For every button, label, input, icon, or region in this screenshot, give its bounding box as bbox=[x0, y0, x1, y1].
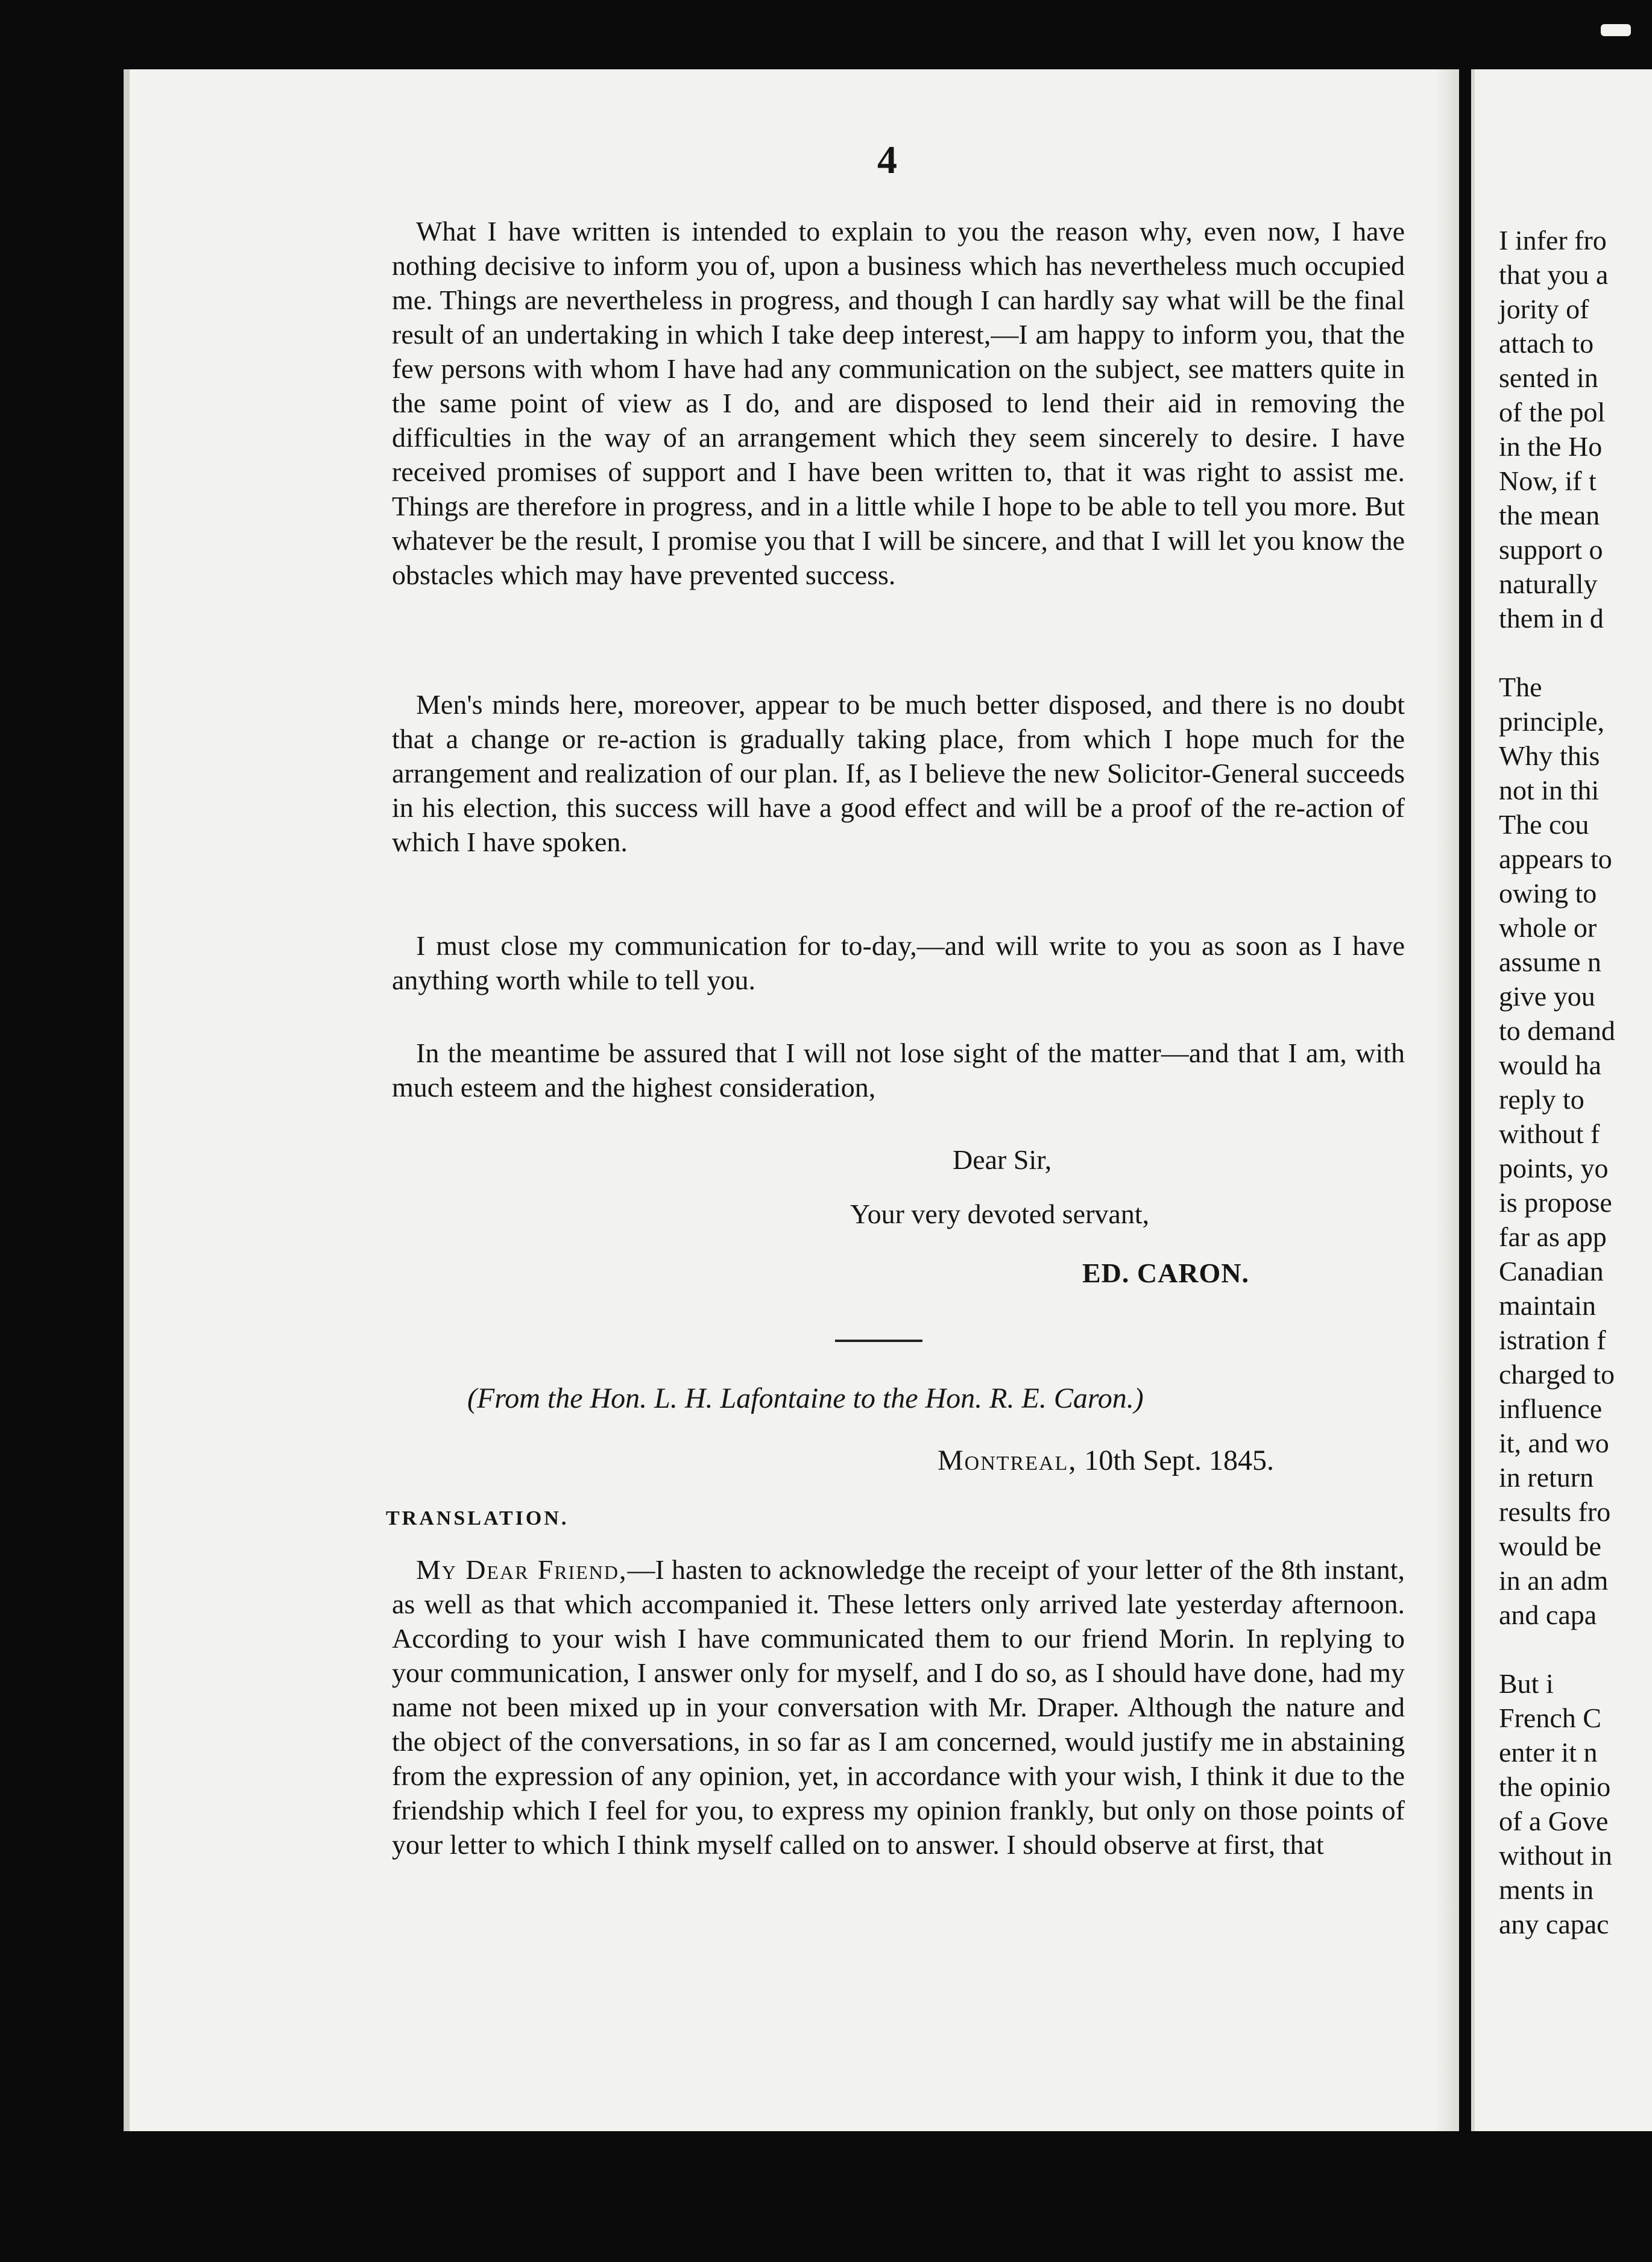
right-page-line: to demand bbox=[1499, 1015, 1615, 1046]
right-page-line bbox=[1499, 1632, 1652, 1666]
right-page-line: support o bbox=[1499, 534, 1603, 565]
right-page-line: of a Gove bbox=[1499, 1806, 1609, 1836]
right-page-line: naturally bbox=[1499, 569, 1598, 599]
right-page-line: The bbox=[1499, 672, 1542, 702]
scan-corner-mark bbox=[1601, 24, 1631, 36]
right-page-line: appears to bbox=[1499, 843, 1612, 874]
page-number: 4 bbox=[877, 138, 897, 182]
letter1-paragraph-2: Men's minds here, moreover, appear to be much better disposed, and there is no doubt that a change or re-action is gradually taking place, from which I hope much for the arrangement and realization of our plan. If, as I believe the new Solicitor-General succeeds in his election, this success will have a good effect and will be a proof of the re-action of which I have spoken. bbox=[392, 689, 1405, 857]
right-page-line: maintain bbox=[1499, 1290, 1596, 1321]
letter2-body: —I hasten to acknowledge the receipt of your letter of the 8th instant, as well as that which accompanied it. These letters only arrived late yesterday afternoon. According to your wish I have communicated them to our friend Morin. In replying to your communication, I answer only for myself, and I do so, as I should have done, had my name not been mixed up in your conversation with Mr. Draper. Although the nature and the object of the conversations, in so far as I am concerned, would justify me in abstaining from the expression of any opinion, yet, in accordance with your wish, I think it due to the friendship which I feel for you, to express my opinion frankly, but only on those points of your letter to which I think myself called on to answer. I should observe at first, that bbox=[392, 1554, 1405, 1860]
dateline-date: 10th Sept. 1845. bbox=[1077, 1444, 1274, 1476]
right-page-line: it, and wo bbox=[1499, 1428, 1609, 1458]
right-page-line: The cou bbox=[1499, 809, 1589, 840]
right-page-line: jority of bbox=[1499, 294, 1589, 324]
right-page-line: charged to bbox=[1499, 1359, 1615, 1390]
letter-salutation: Dear Sir, bbox=[953, 1144, 1052, 1175]
right-page-line: far as app bbox=[1499, 1221, 1607, 1252]
right-page-line: and capa bbox=[1499, 1599, 1597, 1630]
right-page-line: give you bbox=[1499, 981, 1595, 1012]
right-page-line: the mean bbox=[1499, 500, 1600, 531]
right-page-line: points, yo bbox=[1499, 1153, 1609, 1183]
right-page-line: reply to bbox=[1499, 1084, 1584, 1115]
right-page-line: But i bbox=[1499, 1668, 1554, 1699]
right-page-line: enter it n bbox=[1499, 1737, 1598, 1768]
right-page-text bbox=[1499, 223, 1652, 1941]
right-page-line: them in d bbox=[1499, 603, 1604, 634]
right-page-line: the opinio bbox=[1499, 1771, 1611, 1802]
section-divider bbox=[835, 1340, 922, 1342]
right-page-line: sented in bbox=[1499, 362, 1598, 393]
dateline-place: Montreal, bbox=[938, 1444, 1077, 1476]
letter-signature: ED. CARON. bbox=[1082, 1258, 1250, 1288]
right-page-line: results fro bbox=[1499, 1496, 1611, 1527]
right-page bbox=[1471, 69, 1652, 2131]
right-page-line: I infer fro bbox=[1499, 225, 1607, 256]
translation-label: TRANSLATION. bbox=[386, 1507, 569, 1530]
right-page-line: in the Ho bbox=[1499, 431, 1603, 462]
letter2-dateline bbox=[938, 1444, 1274, 1477]
right-page-line: principle, bbox=[1499, 706, 1604, 737]
right-page-line: istration f bbox=[1499, 1325, 1606, 1355]
page-fold-shadow bbox=[1435, 69, 1459, 2131]
right-page-line: without f bbox=[1499, 1118, 1600, 1149]
right-page-line: would be bbox=[1499, 1531, 1601, 1561]
right-page-line: that you a bbox=[1499, 259, 1609, 290]
letter1-paragraph-3: I must close my communication for to-day,—and will write to you as soon as I have anything worth while to tell you. bbox=[392, 930, 1405, 995]
right-page-line: in return bbox=[1499, 1462, 1594, 1493]
right-page-line: is propose bbox=[1499, 1187, 1612, 1218]
letter2-paragraph bbox=[392, 1552, 1405, 1862]
right-page-line: ments in bbox=[1499, 1874, 1594, 1905]
right-page-line: Now, if t bbox=[1499, 465, 1597, 496]
letter2-attribution: (From the Hon. L. H. Lafontaine to the Hon. R. E. Caron.) bbox=[467, 1382, 1144, 1414]
letter1-paragraph-1: What I have written is intended to explain to you the reason why, even now, I have nothing decisive to inform you of, upon a business which has nevertheless much occupied me. Things are nevertheless in progress, and though I can hardly say what will be the final result of an undertaking in which I take deep interest,—I am happy to inform you, that the few persons with whom I have had any communication on the subject, see matters quite in the same point of view as I do, and are disposed to lend their aid in removing the difficulties in the way of an arrangement which they seem sincerely to desire. I have received promises of support and I have been written to, that it was right to assist me. Things are therefore in progress, and in a little while I hope to be able to tell you more. But whatever be the result, I promise you that I will be sincere, and that I will let you know the obstacles which may have prevented success. bbox=[392, 216, 1405, 590]
letter-closing: Your very devoted servant, bbox=[850, 1199, 1150, 1229]
right-page-line: French C bbox=[1499, 1703, 1601, 1733]
right-page-line: influence bbox=[1499, 1393, 1603, 1424]
right-page-line: owing to bbox=[1499, 878, 1597, 909]
letter2-opening: My Dear Friend, bbox=[416, 1554, 628, 1585]
right-page-line: would ha bbox=[1499, 1050, 1601, 1080]
right-page-line: Why this bbox=[1499, 740, 1600, 771]
right-page-line: whole or bbox=[1499, 912, 1597, 943]
letter1-paragraph-4: In the meantime be assured that I will not lose sight of the matter—and that I am, with much esteem and the highest consideration, bbox=[392, 1038, 1405, 1103]
right-page-line: any capac bbox=[1499, 1909, 1609, 1939]
right-page-line: not in thi bbox=[1499, 775, 1600, 805]
right-page-line: assume n bbox=[1499, 947, 1601, 977]
right-page-line: without in bbox=[1499, 1840, 1612, 1871]
right-page-line: in an adm bbox=[1499, 1565, 1609, 1596]
right-page-line: Canadian bbox=[1499, 1256, 1604, 1287]
right-page-line: attach to bbox=[1499, 328, 1594, 359]
right-page-line: of the pol bbox=[1499, 397, 1606, 427]
right-page-line bbox=[1499, 635, 1652, 670]
